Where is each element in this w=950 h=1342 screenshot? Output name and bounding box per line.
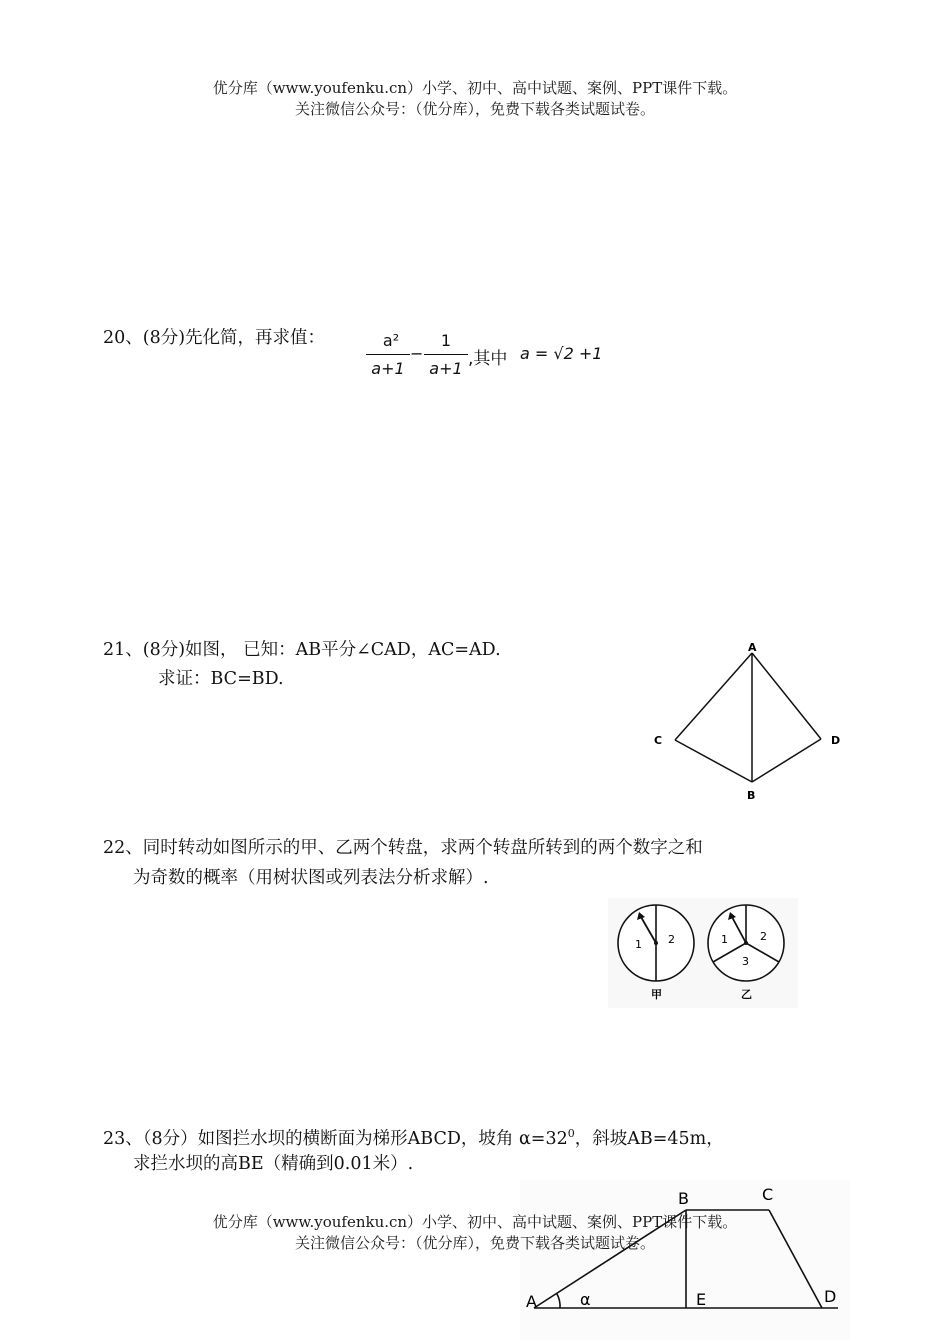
spinner-yi-number-2: 2 bbox=[760, 930, 767, 943]
question-23-line-2: 求拦水坝的高BE（精确到0.01米）. bbox=[133, 1154, 414, 1174]
question-21-line-2: 求证：BC=BD. bbox=[158, 669, 284, 689]
spinner-yi-number-3: 3 bbox=[742, 955, 749, 968]
q20-minus-sign: − bbox=[410, 344, 424, 363]
footer-line-1: 优分库（www.youfenku.cn）小学、初中、高中试题、案例、PPT课件下载。 bbox=[212, 1213, 738, 1231]
q20-frac1-denominator: a+1 bbox=[366, 354, 410, 381]
header-line-2: 关注微信公众号：（优分库），免费下载各类试题试卷。 bbox=[294, 100, 655, 118]
q20-tail-text: ,其中 bbox=[468, 349, 508, 369]
label-alpha: α bbox=[580, 1290, 591, 1309]
footer-line-2: 关注微信公众号：（优分库），免费下载各类试题试卷。 bbox=[294, 1234, 655, 1252]
q23-line-1-part-b: ，斜坡AB=45m， bbox=[574, 1128, 724, 1149]
q21-kite-figure bbox=[645, 636, 855, 806]
question-22-line-1: 22、同时转动如图所示的甲、乙两个转盘，求两个转盘所转到的两个数字之和 bbox=[103, 838, 703, 858]
label-D: D bbox=[824, 1287, 837, 1306]
q23-dam-figure bbox=[520, 1180, 850, 1340]
spinner-yi-number-1: 1 bbox=[721, 933, 728, 946]
label-A: A bbox=[526, 1292, 537, 1311]
q20-fraction-1 bbox=[366, 328, 410, 381]
segment-CB bbox=[675, 740, 752, 782]
q20-condition: a = √2 +1 bbox=[520, 344, 603, 363]
segment-AC bbox=[675, 653, 752, 740]
q20-frac1-numerator: a² bbox=[382, 331, 400, 350]
label-E: E bbox=[696, 1290, 707, 1309]
q23-line-1-part-a: 23、（8分）如图拦水坝的横断面为梯形ABCD，坡角 α=32 bbox=[103, 1128, 568, 1149]
label-C: C bbox=[654, 734, 663, 747]
spinner-jia-label: 甲 bbox=[651, 988, 662, 1001]
q20-frac2-denominator: a+1 bbox=[424, 354, 468, 381]
label-B: B bbox=[747, 789, 756, 802]
question-20-text: 20、(8分)先化简，再求值： bbox=[103, 328, 326, 348]
spinner-jia-number-1: 1 bbox=[635, 938, 642, 951]
label-B: B bbox=[678, 1189, 689, 1208]
question-21-line-1: 21、(8分)如图， 已知：AB平分∠CAD，AC=AD. bbox=[103, 640, 501, 660]
q20-fraction-2 bbox=[424, 328, 468, 381]
label-D: D bbox=[831, 734, 841, 747]
segment-DB bbox=[752, 739, 821, 782]
q23-degree-superscript: 0 bbox=[567, 1127, 575, 1140]
question-22-line-2: 为奇数的概率（用树状图或列表法分析求解）. bbox=[133, 868, 489, 888]
spinner-yi-label: 乙 bbox=[741, 988, 752, 1001]
header-line-1: 优分库（www.youfenku.cn）小学、初中、高中试题、案例、PPT课件下载。 bbox=[212, 79, 738, 97]
label-C: C bbox=[762, 1185, 774, 1204]
spinner-jia-number-2: 2 bbox=[668, 933, 675, 946]
label-A: A bbox=[748, 641, 757, 654]
q22-spinners-figure bbox=[608, 898, 798, 1008]
q20-frac2-numerator: 1 bbox=[440, 331, 452, 350]
segment-AD bbox=[752, 653, 821, 739]
